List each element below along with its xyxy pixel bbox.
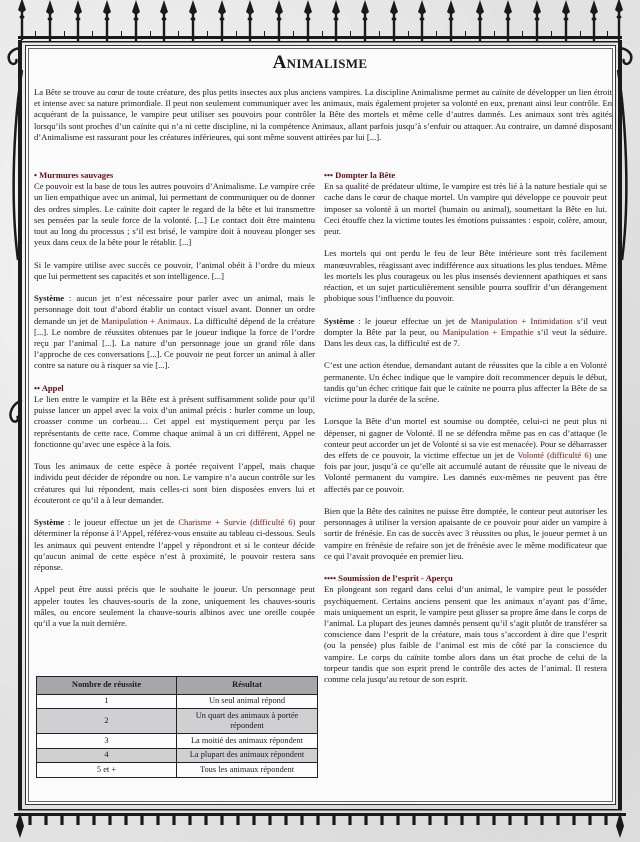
power-murmures-sauvages — [34, 170, 315, 372]
left-column — [34, 170, 315, 640]
power-heading: •••• Soumission de l’esprit - Aperçu — [324, 573, 453, 584]
power-heading: • Murmures sauvages — [34, 170, 114, 180]
cell-successes: 5 et + — [37, 763, 177, 778]
cell-successes: 3 — [37, 734, 177, 749]
cell-result: Tous les animaux répondent — [177, 763, 318, 778]
cell-successes: 2 — [37, 709, 177, 734]
paragraph: Tous les animaux de cette espèce à portée reçoivent l’appel, mais chaque individu peut décider de répondre ou non. Le vampire n’a aucun contrôle sur les créatures qui lui répondent, mais celles-ci sont bien disposées envers lui et écouteront ce qu’il a à leur demander. — [34, 461, 315, 505]
system-paragraph: Système : le joueur effectue un jet de Charisme + Survie (difficulté 6) pour déterminer la réponse à l’Appel, référez-vous ensuite au tableau ci-dessous. Seuls les animaux qui peuvent entendre l’appel y répondront et si le conteur décide qu’aucun animal de cette espèce n’est à proximité, le pouvoir restera sans réponse. — [34, 517, 315, 573]
table-row — [37, 709, 318, 734]
cell-result: Un seul animal répond — [177, 694, 318, 709]
paragraph: Appel peut être aussi précis que le souhaite le joueur. Un personnage peut appeler toutes les chauves-souris de la zone, uniquement les chauves-souris mâles, ou encore seulement la chauve-souris albinos avec une oreille coupée qu’il a vue la nuit dernière. — [34, 584, 315, 629]
power-heading: •• Appel — [34, 382, 64, 393]
system-paragraph: Système : le joueur effectue un jet de Manipulation + Intimidation s’il veut dompter la Bête par la peur, ou Manipulation + Empathie s’il veut la séduire. Dans les deux cas, la difficulté est de 7. — [324, 315, 607, 349]
power-soumission-de-l-esprit — [324, 573, 607, 685]
column-header: Nombre de réussite — [37, 677, 177, 695]
paragraph: Si le vampire utilise avec succès ce pouvoir, l’animal obéit à l’ordre du mieux que lui permettent ses capacités et son intelligence. [...] — [34, 259, 315, 281]
cell-successes: 4 — [37, 748, 177, 763]
paragraph: En plongeant son regard dans celui d’un animal, le vampire peut le posséder psychiquement. Certains anciens pensent que les animaux n’ayant pas d’âme, mais uniquement un esprit, le vampire peut glisser sa propre âme dans le corps de l’animal. La plupart des jeunes damnés pensent qu’il s’agit plutôt de transférer sa conscience dans l’esprit de la créature, mais tous s’accordent à dire que l’esprit (ou la pensée) plus faible de l’animal est mis de côté par la conscience du vampire. Le corps du caïnite tombe alors dans un état proche de celui de la torpeur tandis que son esprit prend le contrôle des actes de l’animal. Il restera comme cela jusqu’au retour de son esprit. — [324, 584, 607, 685]
cell-result: Un quart des animaux à portée répondent — [177, 709, 318, 734]
power-dompter-la-bete — [324, 170, 607, 562]
power-appel — [34, 383, 315, 629]
power-heading: ••• Dompter la Bête — [324, 170, 396, 180]
right-column — [324, 170, 607, 685]
willpower-paragraph: Lorsque la Bête d’un mortel est soumise ou domptée, celui-ci ne peut plus ni dépenser, ni gagner de Volonté. Il ne se défendra même pas en cas d’attaque (le conteur peut accorder un jet de Volonté si sa vie est menacée). Pour se débarrasser des effets de ce pouvoir, la victime effectue un jet de Volonté (difficulté 6) une fois par jour, jusqu’à ce qu’elle ait accumulé autant de réussite que le niveau de Volonté permanent du vampire. Les damnés eux-mêmes ne peuvent pas être affectés par ce pouvoir. — [324, 416, 607, 494]
paragraph: C’est une action étendue, demandant autant de réussites que la cible a en Volonté permanente. Un échec indique que le vampire doit recommencer depuis le début, tandis qu’un échec critique fait que le caïnite ne pourra plus affecter la Bête de sa victime pour la durée de la scène. — [324, 360, 607, 405]
table-row — [37, 734, 318, 749]
paragraph: Ce pouvoir est la base de tous les autres pouvoirs d’Animalisme. Le vampire crée un lien empathique avec un animal, lui permettant de communiquer ou de donner des ordres simples. Le caïnite doit capter le regard de la bête et lui transmettre ses pensées par la seule force de la volonté. [...] Le contact doit être maintenu tout au long du processus ; s’il est brisé, le vampire doit à nouveau plonger ses yeux dans ceux de la bête pour le rétablir. [...] — [34, 181, 315, 248]
roll-text: Charisme + Survie (difficulté 6) — [178, 517, 296, 528]
roll-text: Manipulation + Animaux — [101, 315, 190, 326]
cell-successes: 1 — [37, 694, 177, 709]
column-header: Résultat — [177, 677, 318, 695]
intro-paragraph: La Bête se trouve au cœur de toute créature, des plus petits insectes aux plus anciens vampires. La discipline Animalisme permet au caïnite de développer un lien étroit et intense avec sa nature primordiale. Il peut non seulement communiquer avec les animaux, mais également projeter sa volonté en eux, prenant ainsi leur contrôle. En acquérant de la puissance, le vampire peut utiliser ses pouvoirs pour contrôler la Bête des mortels et même celle d’autres damnés. Les animaux sont très agités lorsqu’ils sont proches d’un caïnite qui n’a ni cette discipline, ni la compétence Animaux, allant parfois jusqu’à s’enfuir ou attaquer. Au contraire, un damné disposant d’Animalisme est rassurant pour les créatures inférieures, qui sont même souvent attirées par lui [...]. — [34, 87, 612, 142]
system-label: Système — [34, 517, 65, 528]
roll-text: Volonté (difficulté 6) — [517, 450, 592, 461]
page-title: Animalisme — [272, 52, 368, 73]
paragraph: Le lien entre le vampire et la Bête est à présent suffisamment solide pour qu’il puisse lancer un appel avec la voix d’un animal précis : hurler comme un loup, croasser comme un corbeau… Cet appel est mystiquement perçu par les représentants de cette race. Comme chaque animal à un cri différent, Appel ne fonctionne qu’avec une espèce à la fois. — [34, 394, 315, 449]
table-row — [37, 694, 318, 709]
table-header-row — [37, 677, 318, 695]
table-row — [37, 763, 318, 778]
system-label: Système — [34, 293, 65, 304]
roll-text: Manipulation + Empathie — [442, 326, 534, 337]
cell-result: La moitié des animaux répondent — [177, 734, 318, 749]
appel-results-table — [36, 676, 318, 778]
paragraph: En sa qualité de prédateur ultime, le vampire est très lié à la nature bestiale qui se cache dans le cœur de chaque mortel. Un vampire qui développe ce pouvoir peut imposer sa volonté à un mortel (humain ou animal), soumettant la Bête en lui. Ceci étouffe chez la victime toutes les émotions puissantes : espoir, colère, amour, peur. — [324, 181, 607, 237]
system-paragraph: Système : aucun jet n’est nécessaire pour parler avec un animal, mais le personnage doit tout d’abord établir un contact visuel avant. Donner un ordre demande un jet de Manipulation + Animaux. La difficulté dépend de la créature [...]. Le nombre de réussites obtenues par le joueur indique la force de l’ordre reçu par l’animal [...]. La nature d’un personnage joue un grand rôle dans l’approche de ces conversations [...]. Ce pouvoir ne peut forcer un animal à aller contre sa nature ou à risquer sa vie [...]. — [34, 293, 315, 371]
table-row — [37, 748, 318, 763]
roll-text: Manipulation + Intimidation — [470, 315, 573, 326]
cell-result: La plupart des animaux répondent — [177, 748, 318, 763]
paragraph: Les mortels qui ont perdu le feu de leur Bête intérieure sont très facilement manœuvrables, réagissant avec indifférence aux situations les plus tendues. Même les mortels les plus courageux ou les plus insensés deviennent apathiques et sans réaction, et un sujet particulièrement sensible pourra souffrir d’un dérangement phobique sous l’influence du pouvoir. — [324, 248, 607, 304]
system-label: Système — [324, 315, 355, 326]
paragraph: Bien que la Bête des caïnites ne puisse être domptée, le conteur peut autoriser les personnages à utiliser la version apaisante de ce pouvoir pour aider un vampire à sortir de frénésie. En cas de succès avec 3 réussites ou plus, le joueur permet à un vampire en frénésie de refaire son jet de frénésie avec le même modificateur que ce qui l’avait provoquée en premier lieu. — [324, 506, 607, 561]
